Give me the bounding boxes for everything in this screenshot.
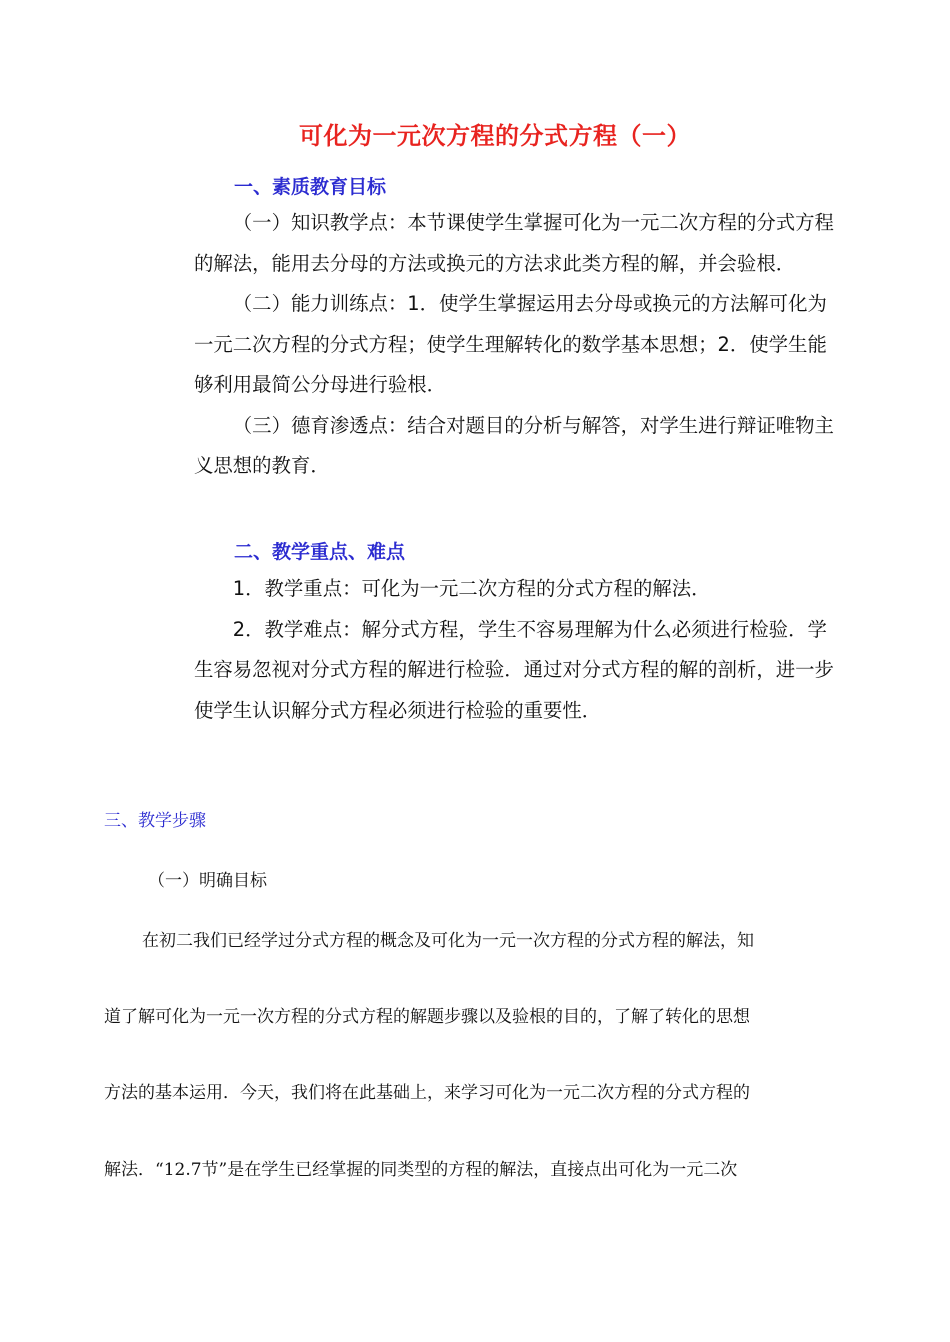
difficulty-paragraph: 2．教学难点：解分式方程，学生不容易理解为什么必须进行检验．学生容易忽视对分式方程的解进行检验．通过对分式方程的解的剖析，进一步使学生认识解分式方程必须进行检验的重要性． (194, 617, 834, 722)
key-points-body (194, 569, 838, 731)
body-text-line: 在初二我们已经学过分式方程的概念及可化为一元一次方程的分式方程的解法，知 (142, 931, 754, 951)
goal-moral-paragraph: （三）德育渗透点：结合对题目的分析与解答，对学生进行辩证唯物主义思想的教育． (194, 413, 834, 477)
section-heading-key-points: 二、教学重点、难点 (234, 541, 406, 563)
body-text-line: 道了解可化为一元一次方程的分式方程的解题步骤以及验根的目的，了解了转化的思想 (104, 1007, 750, 1027)
section-heading-steps: 三、教学步骤 (104, 811, 206, 831)
body-text-line: 方法的基本运用．今天，我们将在此基础上，来学习可化为一元二次方程的分式方程的 (104, 1083, 750, 1103)
section-heading-goals: 一、素质教育目标 (234, 176, 387, 198)
body-text-line: 解法．“12.7节”是在学生已经掌握的同类型的方程的解法，直接点出可化为一元二次 (104, 1160, 738, 1180)
goals-body (194, 203, 838, 487)
document-title: 可化为一元次方程的分式方程（一） (299, 122, 691, 150)
goal-knowledge-paragraph: （一）知识教学点：本节课使学生掌握可化为一元二次方程的分式方程的解法，能用去分母的方法或换元的方法求此类方程的解，并会验根． (194, 211, 834, 275)
subheading-clear-goals: （一）明确目标 (148, 871, 267, 891)
key-point-paragraph: 1．教学重点：可化为一元二次方程的分式方程的解法． (232, 577, 711, 600)
goal-ability-paragraph: （二）能力训练点：1．使学生掌握运用去分母或换元的方法解可化为一元二次方程的分式方程；使学生理解转化的数学基本思想；2．使学生能够利用最简公分母进行验根． (194, 292, 827, 396)
